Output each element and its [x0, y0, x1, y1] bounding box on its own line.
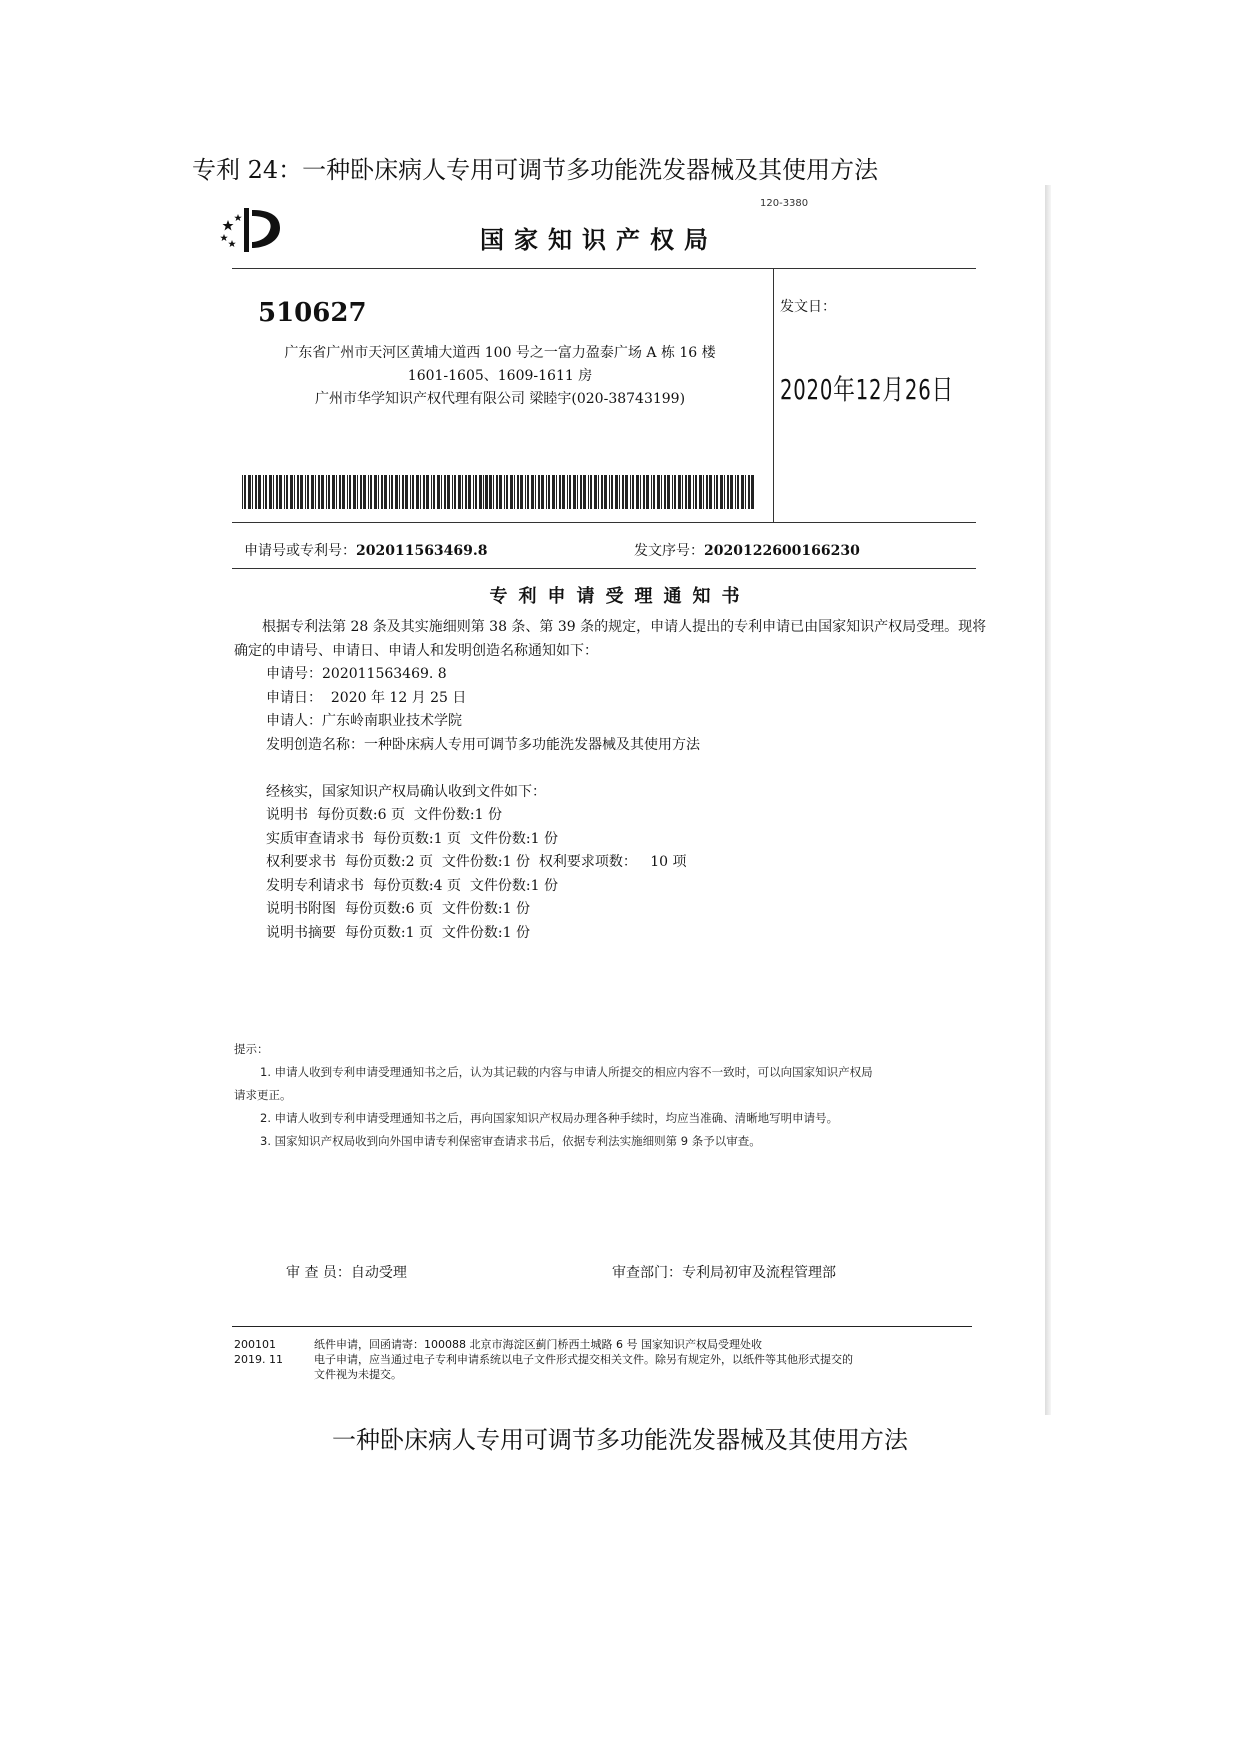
barcode-stripe — [577, 475, 578, 509]
document-line: 说明书 每份页数:6 页 文件份数:1 份 — [266, 807, 502, 823]
barcode-stripe — [391, 475, 393, 509]
agent-line: 广州市华学知识产权代理有限公司 梁睦宇(020-38743199) — [314, 391, 686, 407]
barcode-stripe — [294, 475, 295, 509]
barcode-stripe — [462, 475, 463, 509]
barcode-stripe — [485, 475, 487, 509]
barcode-stripe — [709, 475, 712, 509]
barcode-stripe — [724, 475, 725, 509]
barcode-stripe — [661, 475, 662, 509]
barcode-stripe — [678, 475, 681, 509]
barcode-stripe — [569, 475, 571, 509]
footer-code: 2019. 11 — [234, 1353, 283, 1366]
page-caption: 一种卧床病人专用可调节多功能洗发器械及其使用方法 — [332, 1426, 908, 1454]
detail-line: 申请人：广东岭南职业技术学院 — [266, 713, 462, 729]
barcode-stripe — [573, 475, 576, 509]
barcode-stripe — [374, 475, 377, 509]
barcode-stripe — [611, 475, 613, 509]
barcode-stripe — [520, 475, 523, 509]
barcode-stripe — [433, 475, 435, 509]
barcode-stripe — [305, 475, 306, 509]
barcode-stripe — [514, 475, 515, 509]
tip-item-continued: 请求更正。 — [234, 1088, 292, 1102]
barcode — [483, 475, 756, 509]
barcode-stripe — [483, 475, 484, 509]
barcode-stripe — [447, 475, 450, 509]
barcode-stripe — [546, 475, 547, 509]
barcode-stripe — [601, 475, 603, 509]
barcode-stripe — [468, 475, 471, 509]
tips-label: 提示： — [234, 1042, 269, 1056]
notice-title: 专利申请受理通知书 — [489, 586, 751, 607]
barcode-stripe — [590, 475, 592, 509]
document-line: 权利要求书 每份页数:2 页 文件份数:1 份 权利要求项数： 10 项 — [266, 854, 687, 870]
barcode-stripe — [559, 475, 561, 509]
barcode-stripe — [273, 475, 274, 509]
barcode-stripe — [504, 475, 505, 509]
serial-number: 2020122600166230 — [704, 543, 860, 559]
document-code: 120-3380 — [760, 198, 809, 209]
barcode-stripe — [609, 475, 610, 509]
footer-electronic-instruction-cont: 文件视为未提交。 — [314, 1368, 402, 1381]
barcode-stripe — [716, 475, 718, 509]
barcode-stripe — [378, 475, 379, 509]
barcode-stripe — [598, 475, 599, 509]
barcode-stripe — [412, 475, 414, 509]
info-row-rule — [232, 568, 976, 569]
application-number-label: 申请号或专利号： — [244, 543, 356, 559]
barcode-stripe — [279, 475, 282, 509]
footer-rule — [232, 1326, 972, 1327]
footer-mail-instruction: 纸件申请，回函请寄：100088 北京市海淀区蓟门桥西土城路 6 号 国家知识产权局受理处收 — [314, 1338, 762, 1351]
header-rule — [232, 268, 976, 269]
tips-section — [234, 1038, 994, 1153]
barcode-stripe — [653, 475, 655, 509]
detail-line: 发明创造名称：一种卧床病人专用可调节多功能洗发器械及其使用方法 — [266, 736, 700, 753]
barcode-stripe — [444, 475, 446, 509]
barcode-stripe — [318, 475, 320, 509]
application-number: 202011563469.8 — [356, 543, 488, 559]
barcode-stripe — [328, 475, 330, 509]
barcode-stripe — [465, 475, 467, 509]
spacer — [266, 757, 700, 781]
barcode-stripe — [604, 475, 607, 509]
tip-item: 2. 申请人收到专利申请受理通知书之后，再向国家知识产权局办理各种手续时，均应当准确、清晰地写明申请号。 — [260, 1111, 839, 1125]
barcode-stripe — [674, 475, 676, 509]
barcode-stripe — [748, 475, 750, 509]
barcode-stripe — [311, 475, 314, 509]
address-line: 1601-1605、1609-1611 房 — [407, 368, 593, 384]
barcode-stripe — [630, 475, 631, 509]
barcode-stripe — [454, 475, 456, 509]
address-line: 广东省广州市天河区黄埔大道西 100 号之一富力盈泰广场 A 栋 16 楼 — [284, 345, 716, 361]
barcode-stripe — [664, 475, 666, 509]
barcode-stripe — [672, 475, 673, 509]
barcode-stripe — [342, 475, 345, 509]
notice-paragraph: 根据专利法第 28 条及其实施细则第 38 条、第 39 条的规定，申请人提出的专利申请已由国家知识产权局受理。现将确定的申请号、申请日、申请人和发明创造名称通知如下： — [234, 619, 987, 659]
barcode — [242, 475, 494, 509]
tip-item: 1. 申请人收到专利申请受理通知书之后，认为其记载的内容与申请人所提交的相应内容不一致时，可以向国家知识产权局 — [260, 1065, 873, 1079]
barcode-stripe — [423, 475, 425, 509]
barcode-stripe — [517, 475, 519, 509]
barcode-stripe — [284, 475, 285, 509]
barcode-stripe — [695, 475, 697, 509]
barcode-stripe — [727, 475, 729, 509]
cnipa-logo — [218, 202, 290, 258]
barcode-stripe — [258, 475, 261, 509]
barcode-stripe — [562, 475, 565, 509]
barcode-stripe — [353, 475, 356, 509]
barcode-stripe — [525, 475, 526, 509]
barcode-stripe — [290, 475, 293, 509]
barcode-stripe — [643, 475, 645, 509]
barcode-stripe — [580, 475, 582, 509]
barcode-stripe — [632, 475, 634, 509]
barcode-stripe — [399, 475, 400, 509]
barcode-stripe — [588, 475, 589, 509]
barcode-stripe — [583, 475, 586, 509]
barcode-stripe — [389, 475, 390, 509]
document-line: 发明专利请求书 每份页数:4 页 文件份数:1 份 — [266, 877, 558, 894]
barcode-stripe — [416, 475, 419, 509]
barcode-stripe — [737, 475, 739, 509]
barcode-stripe — [410, 475, 411, 509]
barcode-stripe — [315, 475, 316, 509]
page-heading: 专利 24：一种卧床病人专用可调节多功能洗发器械及其使用方法 — [192, 156, 879, 184]
barcode-stripe — [541, 475, 544, 509]
barcode-stripe — [496, 475, 498, 509]
footer-code: 200101 — [234, 1338, 276, 1351]
barcode-stripe — [730, 475, 733, 509]
barcode-stripe — [706, 475, 708, 509]
barcode-stripe — [349, 475, 351, 509]
barcode-stripe — [248, 475, 251, 509]
barcode-stripe — [703, 475, 704, 509]
barcode-stripe — [363, 475, 366, 509]
barcode-stripe — [751, 475, 754, 509]
barcode-stripe — [368, 475, 369, 509]
barcode-stripe — [384, 475, 387, 509]
barcode-stripe — [735, 475, 736, 509]
application-number-row — [244, 540, 488, 560]
detail-line: 申请号：202011563469. 8 — [266, 666, 447, 682]
barcode-stripe — [265, 475, 267, 509]
barcode-stripe — [402, 475, 404, 509]
barcode-stripe — [370, 475, 372, 509]
address-block-rule — [232, 522, 976, 523]
examiner: 审 查 员：自动受理 — [286, 1265, 407, 1281]
barcode-stripe — [242, 475, 243, 509]
barcode-stripe — [741, 475, 744, 509]
barcode-stripe — [347, 475, 348, 509]
date-column-divider — [773, 268, 774, 522]
barcode-stripe — [420, 475, 421, 509]
barcode-stripe — [431, 475, 432, 509]
barcode-stripe — [332, 475, 335, 509]
barcode-stripe — [510, 475, 513, 509]
barcode-stripe — [244, 475, 246, 509]
barcode-stripe — [720, 475, 723, 509]
barcode-stripe — [685, 475, 687, 509]
barcode-stripe — [493, 475, 494, 509]
barcode-stripe — [636, 475, 639, 509]
barcode-stripe — [552, 475, 555, 509]
barcode-stripe — [321, 475, 324, 509]
barcode-stripe — [297, 475, 299, 509]
barcode-stripe — [307, 475, 309, 509]
barcode-stripe — [452, 475, 453, 509]
barcode-stripe — [326, 475, 327, 509]
serial-number-row — [634, 540, 860, 560]
footer-electronic-instruction: 电子申请，应当通过电子专利申请系统以电子文件形式提交相关文件。除另有规定外，以纸件等其他形式提交的 — [314, 1353, 853, 1366]
barcode-stripe — [395, 475, 398, 509]
barcode-stripe — [688, 475, 691, 509]
barcode-stripe — [615, 475, 618, 509]
received-intro: 经核实，国家知识产权局确认收到文件如下： — [266, 783, 546, 800]
detail-line: 申请日： 2020 年 12 月 25 日 — [266, 689, 467, 706]
barcode-stripe — [646, 475, 649, 509]
barcode-stripe — [441, 475, 442, 509]
barcode-stripe — [693, 475, 694, 509]
barcode-stripe — [426, 475, 429, 509]
barcode-stripe — [437, 475, 440, 509]
barcode-stripe — [625, 475, 628, 509]
barcode-stripe — [475, 475, 477, 509]
document-line: 说明书附图 每份页数:6 页 文件份数:1 份 — [266, 901, 530, 917]
postal-code: 510627 — [258, 298, 367, 328]
barcode-stripe — [535, 475, 536, 509]
barcode-stripe — [657, 475, 660, 509]
barcode-stripe — [300, 475, 303, 509]
barcode-stripe — [567, 475, 568, 509]
serial-number-label: 发文序号： — [634, 543, 704, 559]
barcode-stripe — [489, 475, 492, 509]
tip-item: 3. 国家知识产权局收到向外国申请专利保密审查请求书后，依据专利法实施细则第 9 条予以审查。 — [260, 1134, 761, 1148]
barcode-stripe — [381, 475, 383, 509]
barcode-stripe — [506, 475, 508, 509]
barcode-stripe — [548, 475, 550, 509]
barcode-stripe — [619, 475, 620, 509]
barcode-stripe — [667, 475, 670, 509]
issue-date-label: 发文日： — [780, 299, 836, 315]
barcode-stripe — [527, 475, 529, 509]
scan-edge-shadow — [1045, 185, 1051, 1415]
barcode-stripe — [473, 475, 474, 509]
barcode-stripe — [682, 475, 683, 509]
document-line: 说明书摘要 每份页数:1 页 文件份数:1 份 — [266, 924, 530, 941]
barcode-stripe — [255, 475, 257, 509]
barcode-stripe — [651, 475, 652, 509]
barcode-stripe — [336, 475, 337, 509]
application-details — [266, 663, 700, 945]
barcode-stripe — [531, 475, 534, 509]
barcode-stripe — [263, 475, 264, 509]
barcode-stripe — [405, 475, 408, 509]
barcode-stripe — [499, 475, 502, 509]
document-line: 实质审查请求书 每份页数:1 页 文件份数:1 份 — [266, 830, 558, 847]
barcode-stripe — [714, 475, 715, 509]
barcode-stripe — [269, 475, 272, 509]
barcode-stripe — [479, 475, 482, 509]
department: 审查部门：专利局初审及流程管理部 — [612, 1265, 836, 1281]
barcode-stripe — [745, 475, 746, 509]
agency-name: 国家知识产权局 — [480, 226, 718, 254]
barcode-stripe — [360, 475, 362, 509]
barcode-stripe — [252, 475, 253, 509]
issue-date: 2020年12月26日 — [780, 373, 955, 406]
barcode-stripe — [594, 475, 597, 509]
barcode-stripe — [622, 475, 624, 509]
barcode-stripe — [699, 475, 702, 509]
barcode-stripe — [556, 475, 557, 509]
barcode-stripe — [357, 475, 358, 509]
barcode-stripe — [276, 475, 278, 509]
barcode-stripe — [640, 475, 641, 509]
barcode-stripe — [339, 475, 341, 509]
barcode-stripe — [458, 475, 461, 509]
barcode-stripe — [286, 475, 288, 509]
barcode-stripe — [538, 475, 540, 509]
